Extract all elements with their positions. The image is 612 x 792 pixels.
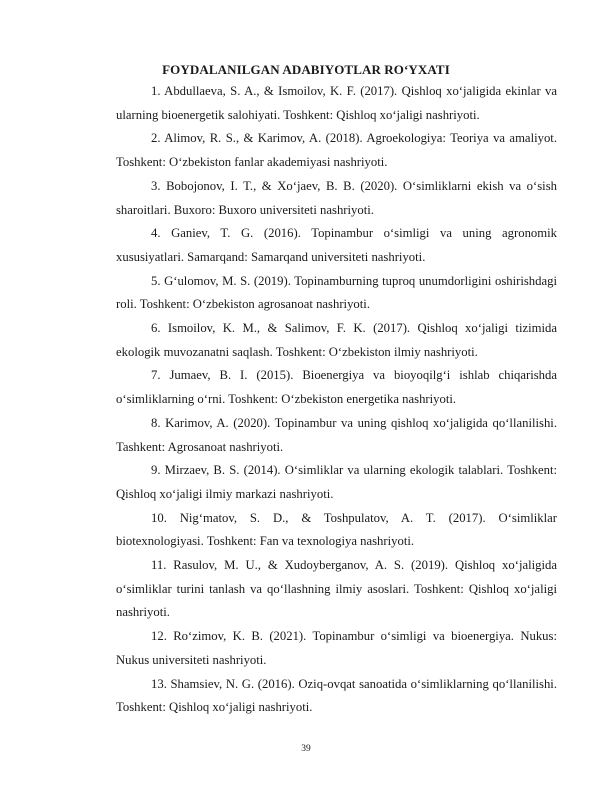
page-number: 39	[301, 744, 311, 754]
reference-item: 6. Ismoilov, K. M., & Salimov, F. K. (2017). Qishloq xo‘jaligi tizimida ekologik muvozanatni saqlash. Toshkent: O‘zbekiston ilmiy nashriyoti.	[116, 321, 557, 359]
reference-item: 10. Nig‘matov, S. D., & Toshpulatov, A. T. (2017). O‘simliklar biotexnologiyasi. Toshkent: Fan va texnologiya nashriyoti.	[116, 510, 557, 549]
reference-item: 9. Mirzaev, B. S. (2014). O‘simliklar va ularning ekologik talablari. Toshkent: Qishloq xo‘jaligi ilmiy markazi nashriyoti.	[116, 463, 557, 501]
reference-list	[116, 80, 557, 720]
reference-item: 13. Shamsiev, N. G. (2016). Oziq-ovqat sanoatida o‘simliklarning qo‘llanilishi. Toshkent: Qishloq xo‘jaligi nashriyoti.	[116, 676, 557, 715]
reference-item: 11. Rasulov, M. U., & Xudoyberganov, A. S. (2019). Qishloq xo‘jaligida o‘simliklar turini tanlash va qo‘llashning ilmiy asoslari. Toshkent: Qishloq xo‘jaligi nashriyoti.	[116, 558, 557, 620]
reference-item: 5. G‘ulomov, M. S. (2019). Topinamburning tuproq unumdorligini oshirishdagi roli. Toshkent: O‘zbekiston agrosanoat nashriyoti.	[116, 273, 557, 312]
page-title: FOYDALANILGAN ADABIYOTLAR RO‘YXATI	[162, 62, 450, 77]
reference-item: 7. Jumaev, B. I. (2015). Bioenergiya va bioyoqilg‘i ishlab chiqarishda o‘simliklarning o‘rni. Toshkent: O‘zbekiston energetika nashriyoti.	[116, 368, 557, 407]
reference-item: 4. Ganiev, T. G. (2016). Topinambur o‘simligi va uning agronomik xususiyatlari. Samarqand: Samarqand universiteti nashriyoti.	[116, 226, 557, 264]
reference-item: 12. Ro‘zimov, K. B. (2021). Topinambur o‘simligi va bioenergiya. Nukus: Nukus universiteti nashriyoti.	[116, 629, 557, 667]
reference-item: 8. Karimov, A. (2020). Topinambur va uning qishloq xo‘jaligida qo‘llanilishi. Tashkent: Agrosanoat nashriyoti.	[116, 415, 557, 454]
reference-item: 1. Abdullaeva, S. A., & Ismoilov, K. F. (2017). Qishloq xo‘jaligida ekinlar va ularning bioenergetik salohiyati. Toshkent: Qishloq xo‘jaligi nashriyoti.	[116, 84, 557, 122]
reference-item: 3. Bobojonov, I. T., & Xo‘jaev, B. B. (2020). O‘simliklarni ekish va o‘sish sharoitlari. Buxoro: Buxoro universiteti nashriyoti.	[116, 178, 557, 217]
reference-item: 2. Alimov, R. S., & Karimov, A. (2018). Agroekologiya: Teoriya va amaliyot. Toshkent: O‘zbekiston fanlar akademiyasi nashriyoti.	[116, 131, 557, 170]
